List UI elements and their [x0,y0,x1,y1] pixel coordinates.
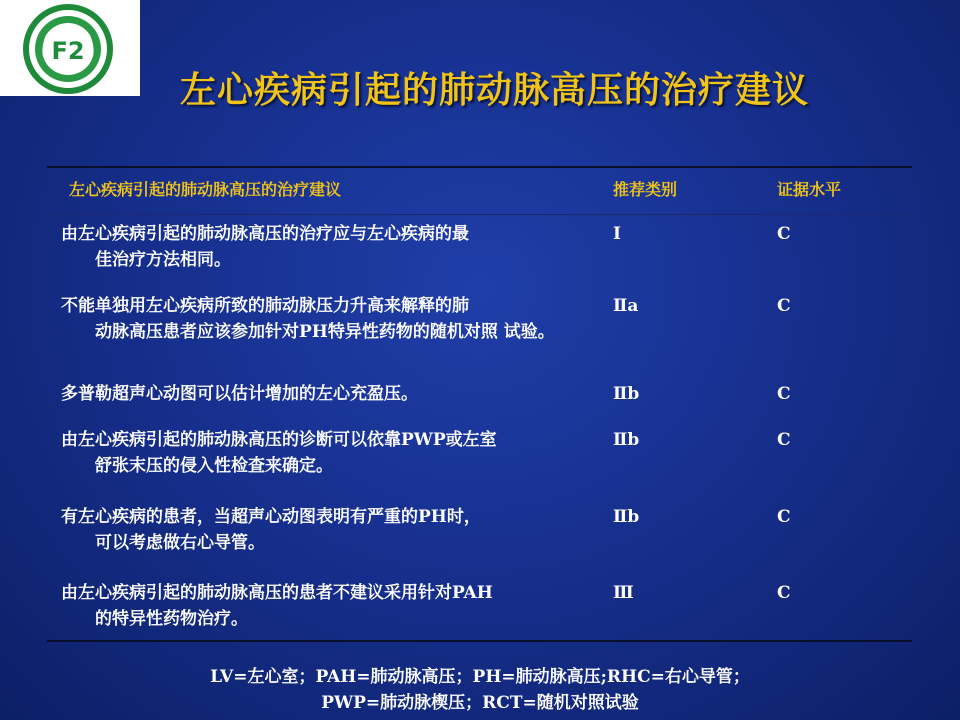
recommendation-table [47,166,912,642]
table-row [47,502,912,578]
recommendation-text: 不能单独用左心疾病所致的肺动脉压力升高来解释的肺 动脉高压患者应该参加针对PH特异性药物的随机对照 试验。 [61,296,555,342]
evidence-level: C [777,507,791,527]
evidence-level: C [777,224,791,244]
evidence-level: C [777,430,791,450]
recommendation-text: 由左心疾病引起的肺动脉高压的患者不建议采用针对PAH 的特异性药物治疗。 [61,583,493,629]
header-recommendation: 左心疾病引起的肺动脉高压的治疗建议 [69,180,342,199]
abbreviation-footnote [0,664,960,716]
recommendation-class: Ⅱb [613,430,640,450]
header-class: 推荐类别 [613,180,678,199]
recommendation-text: 由左心疾病引起的肺动脉高压的诊断可以依靠PWP或左室 舒张末压的侵入性检查来确定。 [61,430,497,476]
svg-text:F2: F2 [51,37,85,65]
footnote-line-1: LV=左心室；PAH=肺动脉高压；PH=肺动脉高压;RHC=右心导管； [210,667,750,687]
recommendation-class: Ⅱa [613,296,639,316]
table-header [47,168,912,215]
recommendation-text: 有左心疾病的患者，当超声心动图表明有严重的PH时， 可以考虑做右心导管。 [61,507,481,553]
header-level: 证据水平 [777,180,842,199]
evidence-level: C [777,384,791,404]
evidence-level: C [777,296,791,316]
slide-title: 左心疾病引起的肺动脉高压的治疗建议 [180,69,810,111]
logo-area [0,0,140,96]
recommendation-text: 多普勒超声心动图可以估计增加的左心充盈压。 [61,384,418,404]
table-row [47,425,912,502]
recommendation-class: Ⅱb [613,507,640,527]
footnote-line-2: PWP=肺动脉楔压；RCT=随机对照试验 [321,693,639,713]
table-row [47,215,912,291]
hospital-emblem-icon [20,4,116,94]
evidence-level: C [777,583,791,603]
table-row [47,379,912,425]
recommendation-class: Ⅲ [613,583,634,603]
recommendation-class: Ⅰ [613,224,621,244]
table-row [47,578,912,640]
recommendation-class: Ⅱb [613,384,640,404]
recommendation-text: 由左心疾病引起的肺动脉高压的治疗应与左心疾病的最 佳治疗方法相同。 [61,224,469,270]
table-row [47,291,912,379]
